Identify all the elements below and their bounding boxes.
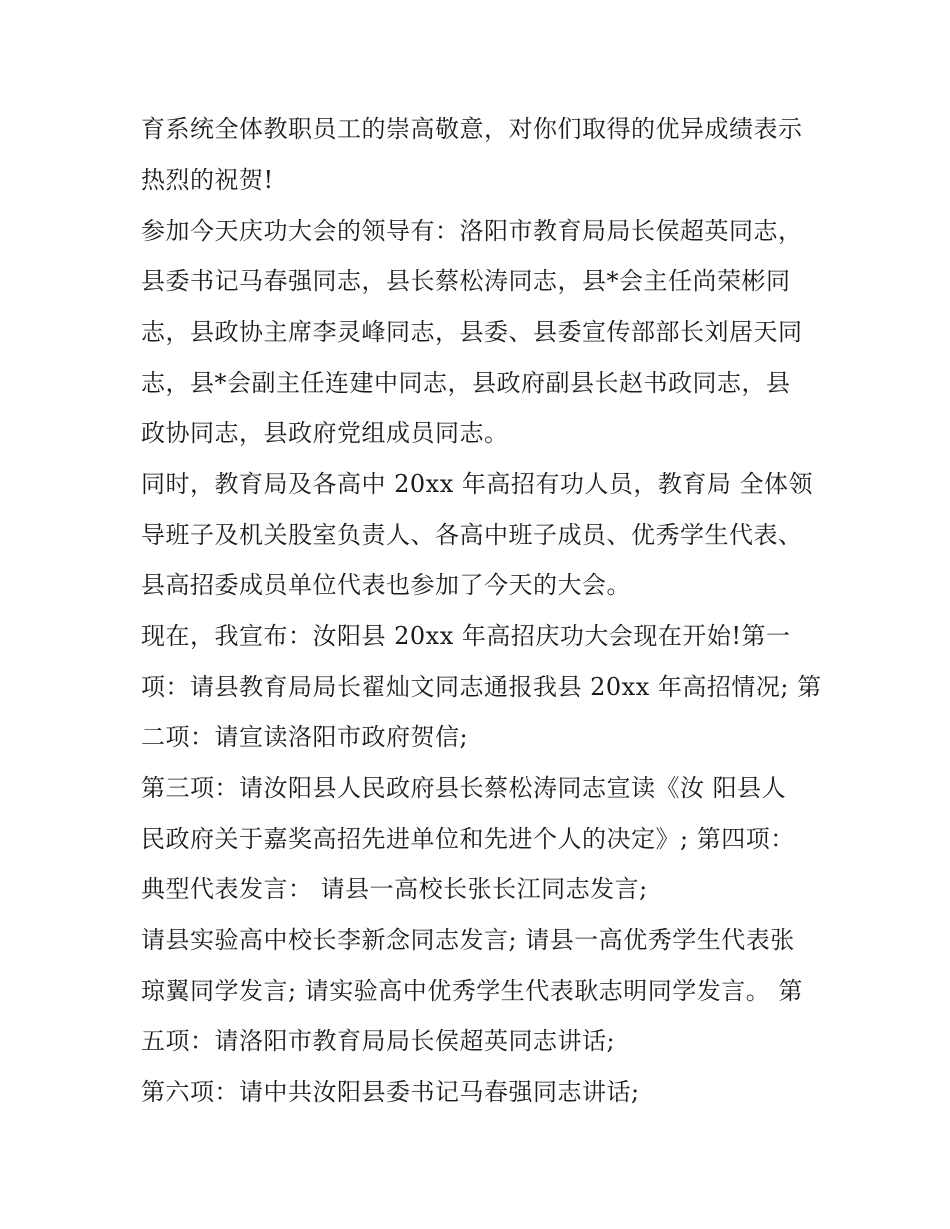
text-line: 志，县政协主席李灵峰同志，县委、县委宣传部部长刘居天同 xyxy=(141,318,803,346)
text-line: 请县实验高中校长李新念同志发言; 请县一高优秀学生代表张 xyxy=(141,926,795,954)
text-line: 琼翼同学发言; 请实验高中优秀学生代表耿志明同学发言。 第 xyxy=(141,977,803,1005)
text-line: 现在，我宣布：汝阳县 20xx 年高招庆功大会现在开始!第一 xyxy=(141,622,791,650)
text-line: 第六项：请中共汝阳县委书记马春强同志讲话; xyxy=(141,1078,640,1106)
text-line: 志，县*会副主任连建中同志，县政府副县长赵书政同志，县 xyxy=(141,369,791,397)
text-line: 县高招委成员单位代表也参加了今天的大会。 xyxy=(141,571,631,599)
text-line: 民政府关于嘉奖高招先进单位和先进个人的决定》; 第四项： xyxy=(141,825,795,853)
text-line: 导班子及机关股室负责人、各高中班子成员、优秀学生代表、 xyxy=(141,521,803,549)
text-line: 二项：请宣读洛阳市政府贺信; xyxy=(141,723,469,751)
text-line: 项：请县教育局局长翟灿文同志通报我县 20xx 年高招情况; 第 xyxy=(141,673,822,701)
text-line: 第三项：请汝阳县人民政府县长蔡松涛同志宣读《汝 阳县人 xyxy=(141,774,787,802)
text-line: 参加今天庆功大会的领导有：洛阳市教育局局长侯超英同志， xyxy=(141,217,803,245)
text-line: 五项：请洛阳市教育局局长侯超英同志讲话; xyxy=(141,1027,616,1055)
text-line: 同时，教育局及各高中 20xx 年高招有功人员，教育局 全体领 xyxy=(141,470,813,498)
text-line: 典型代表发言： 请县一高校长张长江同志发言; xyxy=(141,875,648,903)
text-line: 政协同志，县政府党组成员同志。 xyxy=(141,419,509,447)
text-line: 县委书记马春强同志，县长蔡松涛同志，县*会主任尚荣彬同 xyxy=(141,267,791,295)
text-line: 育系统全体教职员工的崇高敬意，对你们取得的优异成绩表示 xyxy=(141,115,803,143)
text-line: 热烈的祝贺! xyxy=(141,166,274,194)
